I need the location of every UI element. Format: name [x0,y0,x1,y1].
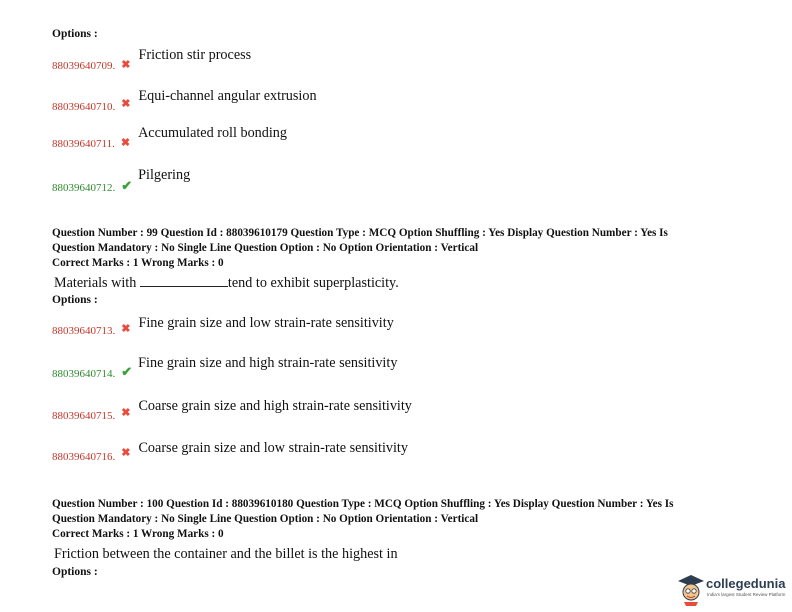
option-row [52,397,412,422]
question-text: Friction between the container and the billet is the highest in [54,546,398,562]
collegedunia-logo [676,572,788,606]
options-label: Options : [52,28,98,40]
wrong-mark-icon: ✖ [121,407,131,419]
question-meta [52,497,674,542]
wrong-mark-icon: ✖ [120,137,131,149]
option-row [52,354,398,380]
option-text: Friction stir process [138,47,252,63]
option-id: 88039640716. [52,451,116,463]
wrong-mark-icon: ✖ [121,59,131,71]
option-id: 88039640714. [52,368,116,380]
question-meta-line: Question Mandatory : No Single Line Question Option : No Option Orientation : Vertical [52,242,479,254]
option-text: Accumulated roll bonding [138,125,287,141]
question-meta-line: Question Number : 100 Question Id : 88039610180 Question Type : MCQ Option Shuffling : Yes Display Question Number : Yes Is [52,498,674,510]
wrong-mark-icon: ✖ [121,323,131,335]
answer-blank [140,274,228,287]
graduate-mascot-icon [676,572,706,606]
question-meta [52,226,668,271]
option-id: 88039640713. [52,325,116,337]
question-meta-line: Question Mandatory : No Single Line Question Option : No Option Orientation : Vertical [52,513,479,525]
option-row [52,166,191,194]
question-text-before: Materials with [54,275,140,291]
option-text: Equi-channel angular extrusion [138,88,317,104]
option-text: Pilgering [138,167,191,183]
question-text-after: tend to exhibit superplasticity. [227,275,399,291]
logo-tagline: India's largest Student Review Platform [707,592,786,597]
correct-check-icon: ✔ [121,364,133,379]
option-id: 88039640710. [52,101,116,113]
option-row [52,124,287,150]
option-row [52,314,394,337]
option-row [52,46,252,72]
option-row [52,87,317,113]
option-id: 88039640711. [52,138,115,150]
options-label: Options : [52,566,98,578]
question-meta-line: Question Number : 99 Question Id : 88039610179 Question Type : MCQ Option Shuffling : Yes Display Question Number : Yes Is [52,227,668,239]
wrong-mark-icon: ✖ [121,98,131,110]
options-label: Options : [52,294,98,306]
option-text: Fine grain size and low strain-rate sensitivity [138,315,394,331]
option-text: Coarse grain size and low strain-rate sensitivity [138,440,408,456]
option-row [52,439,408,463]
question-text [54,274,399,292]
correct-check-icon: ✔ [121,178,133,193]
option-id: 88039640709. [52,60,116,72]
option-id: 88039640712. [52,182,116,194]
option-text: Fine grain size and high strain-rate sensitivity [138,355,398,371]
option-text: Coarse grain size and high strain-rate sensitivity [138,398,412,414]
question-marks: Correct Marks : 1 Wrong Marks : 0 [52,257,224,269]
wrong-mark-icon: ✖ [121,447,131,459]
logo-wordmark: collegedunia [706,576,786,591]
question-marks: Correct Marks : 1 Wrong Marks : 0 [52,528,224,540]
option-id: 88039640715. [52,410,116,422]
